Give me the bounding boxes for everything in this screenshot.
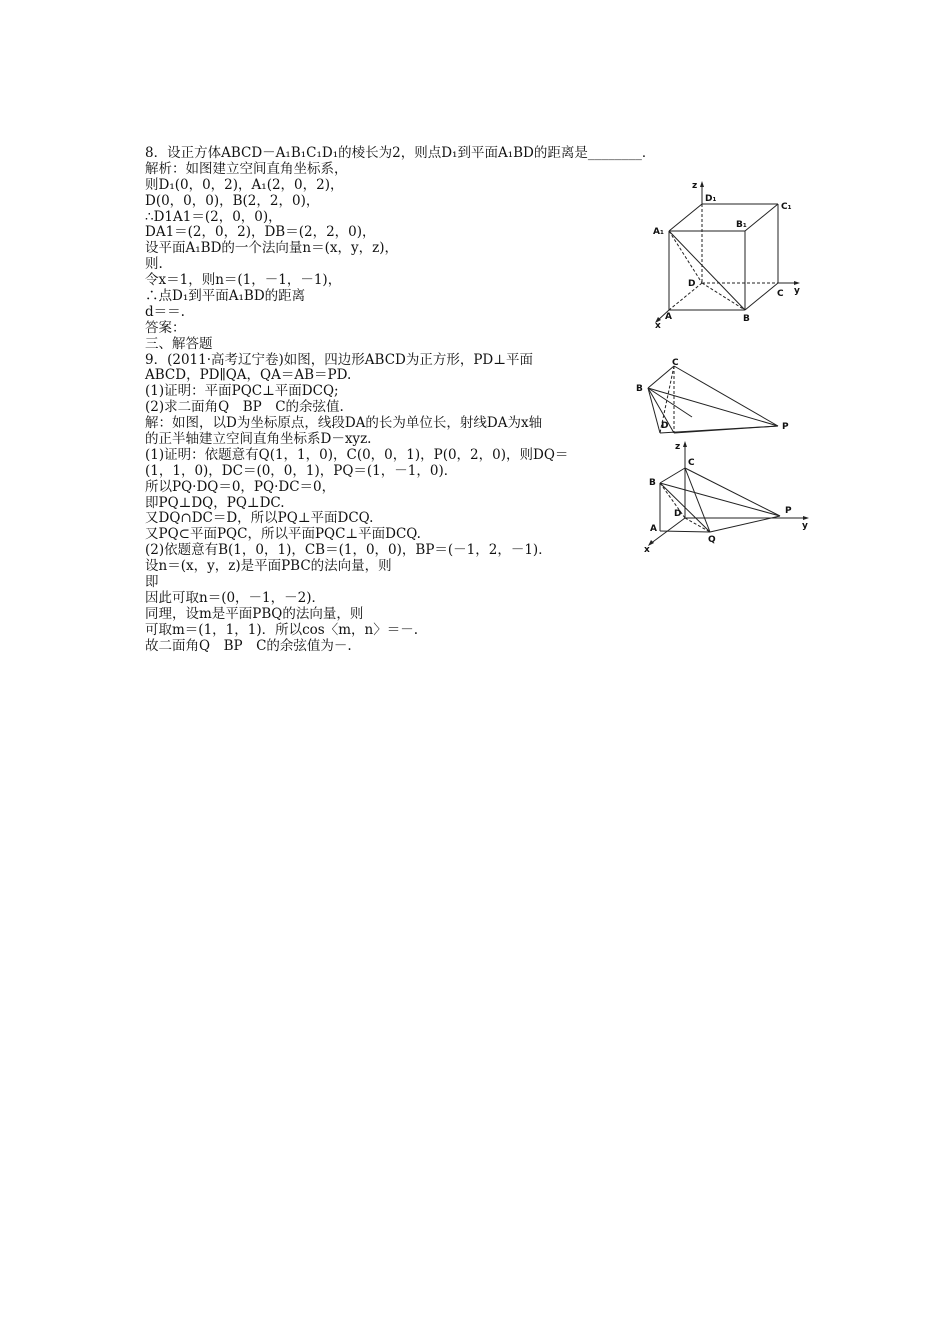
text-line: 即PQ⊥DQ，PQ⊥DC. (145, 494, 285, 511)
vertex-a1-label: A₁ (653, 227, 664, 237)
text-line: 设平面A₁BD的一个法向量n＝(x，y，z)， (145, 240, 398, 257)
text-line: 可取m＝(1，1，1)．所以cos〈m，n〉＝－. (145, 621, 419, 638)
text-line: 则D₁(0，0，2)，A₁(2，0，2)， (145, 176, 344, 193)
axis-y-label: y (802, 521, 808, 531)
text-line: 又PQ⊂平面PQC，所以平面PQC⊥平面DCQ. (145, 526, 421, 543)
text-line: ∴点D₁到平面A₁BD的距离 (145, 288, 306, 305)
text-line: 则. (145, 256, 163, 273)
text-line: 解：如图，以D为坐标原点，线段DA的长为单位长，射线DA为x轴 (145, 415, 543, 432)
vertex-c1-label: C₁ (781, 202, 792, 212)
axis-y-label: y (794, 286, 800, 296)
vertex-a-label: A (665, 312, 672, 322)
text-line: 因此可取n＝(0，－1，－2)． (145, 589, 325, 606)
vertex-b1-label: B₁ (736, 220, 747, 230)
text-line: ∴D1A1＝(2，0，0)， (145, 208, 282, 225)
text-line: (1)证明：依题意有Q(1，1，0)，C(0，0，1)，P(0，2，0)，则DQ＝ (145, 446, 569, 463)
text-line: 的正半轴建立空间直角坐标系D－xyz. (145, 431, 372, 448)
vertex-c-label: C (777, 289, 784, 299)
text-line: 所以PQ·DQ＝0，PQ·DC＝0， (145, 478, 336, 495)
vertex-a-label: A (650, 524, 657, 534)
text-line: 故二面角Q BP C的余弦值为－. (145, 637, 352, 654)
vertex-b-label: B (636, 384, 643, 394)
text-line: 8．设正方体ABCD－A₁B₁C₁D₁的棱长为2，则点D₁到平面A₁BD的距离是________． (145, 145, 656, 161)
pyramid-axes-figure (630, 438, 815, 556)
axis-x-label: x (655, 321, 661, 331)
axis-x-label: x (644, 545, 650, 555)
text-line: (1)证明：平面PQC⊥平面DCQ; (145, 383, 339, 400)
text-line: D(0，0，0)，B(2，2，0)， (145, 192, 320, 209)
text-line: d＝＝. (145, 303, 185, 320)
section-heading: 三、解答题 (145, 335, 213, 352)
vertex-d-label: D (661, 421, 669, 431)
text-line: 同理，设m是平面PBQ的法向量，则 (145, 605, 364, 622)
vertex-d1-label: D₁ (705, 194, 717, 204)
text-line: 9．(2011·高考辽宁卷)如图，四边形ABCD为正方形，PD⊥平面 (145, 351, 533, 368)
text-line: ABCD，PD∥QA，QA＝AB＝PD. (145, 367, 352, 384)
text-line: 答案： (145, 319, 186, 336)
text-line: 设n＝(x，y，z)是平面PBC的法向量，则 (145, 558, 392, 575)
vertex-p-label: P (782, 422, 789, 432)
text-line: DA1＝(2，0，2)，DB＝(2，2，0)， (145, 224, 376, 241)
cube-figure (645, 176, 810, 331)
text-line: 又DQ∩DC＝D，所以PQ⊥平面DCQ. (145, 510, 374, 527)
axis-z-label: z (692, 181, 698, 191)
vertex-c-label: C (688, 458, 695, 468)
text-line: (2)依题意有B(1，0，1)，CB＝(1，0，0)，BP＝(－1，2，－1)． (145, 542, 552, 559)
document-text (145, 145, 656, 655)
text-line: 解析：如图建立空间直角坐标系， (145, 160, 348, 177)
text-line: 即 (145, 574, 159, 591)
vertex-b-label: B (649, 478, 656, 488)
pyramid-figure (630, 355, 800, 437)
axis-z-label: z (675, 442, 681, 452)
vertex-d-label: D (688, 279, 696, 289)
vertex-p-label: P (785, 506, 792, 516)
vertex-c-label: C (672, 358, 679, 368)
text-line: (1，1，0)，DC＝(0，0，1)，PQ＝(1，－1，0)． (145, 462, 458, 479)
vertex-d-label: D (674, 509, 682, 519)
text-line: 令x＝1，则n＝(1，－1，－1)， (145, 272, 342, 289)
vertex-q-label: Q (708, 535, 716, 545)
text-line: (2)求二面角Q BP C的余弦值. (145, 399, 344, 416)
vertex-b-label: B (743, 314, 750, 324)
